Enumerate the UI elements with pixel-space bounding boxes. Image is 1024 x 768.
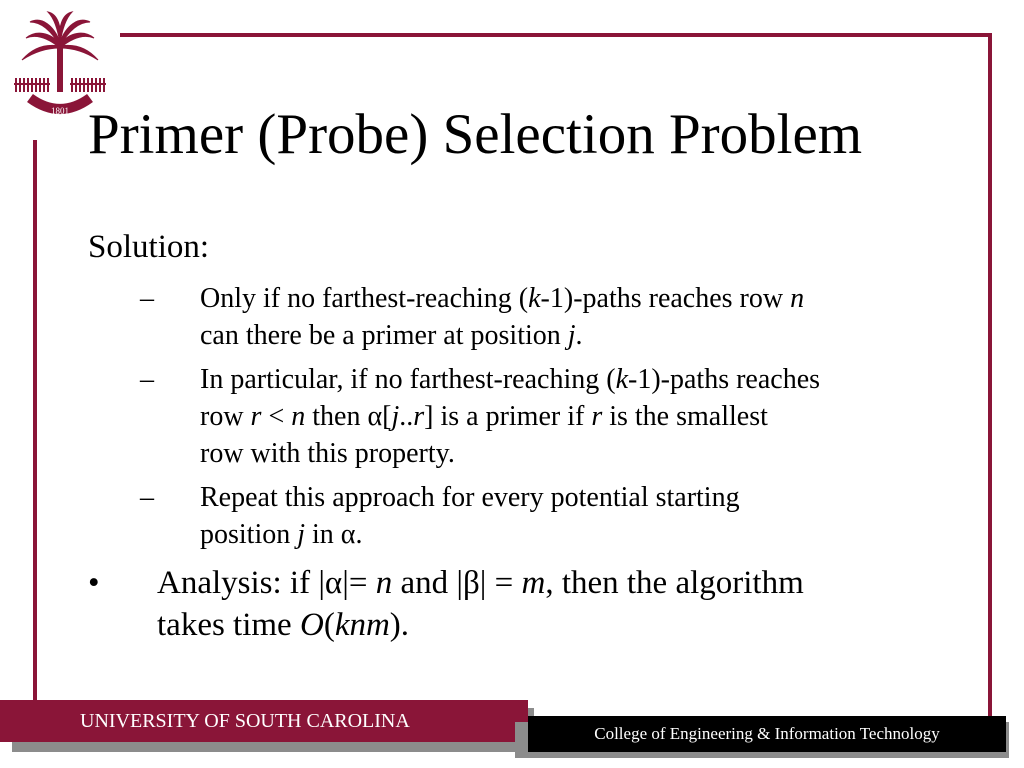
sub-bullet-1: Only if no farthest-reaching (k-1)-paths reaches row n can there be a primer at position j. xyxy=(200,283,805,351)
frame-right-border xyxy=(988,33,992,717)
logo-year: 1801 xyxy=(51,106,69,116)
college-footer-bar: College of Engineering & Information Technology xyxy=(528,716,1006,752)
slide-title: Primer (Probe) Selection Problem xyxy=(88,103,863,166)
university-footer-bar: UNIVERSITY OF SOUTH CAROLINA xyxy=(0,700,528,742)
bullet-marker: • xyxy=(88,565,100,601)
sub-bullet-marker: – xyxy=(140,283,154,314)
sub-bullet-marker: – xyxy=(140,482,154,513)
sub-bullet-2: In particular, if no farthest-reaching (k-1)-paths reaches row r < n then α[j..r] is a primer if r is the smallest row with this property. xyxy=(200,364,821,469)
frame-top-border xyxy=(120,33,992,37)
solution-label: Solution: xyxy=(88,229,210,265)
frame-left-border xyxy=(33,140,37,706)
sub-bullet-3: Repeat this approach for every potential starting position j in α. xyxy=(200,482,740,550)
sub-bullet-marker: – xyxy=(140,364,154,395)
analysis-bullet: Analysis: if |α|= n and |β| = m, then the algorithm takes time O(knm). xyxy=(157,565,804,643)
